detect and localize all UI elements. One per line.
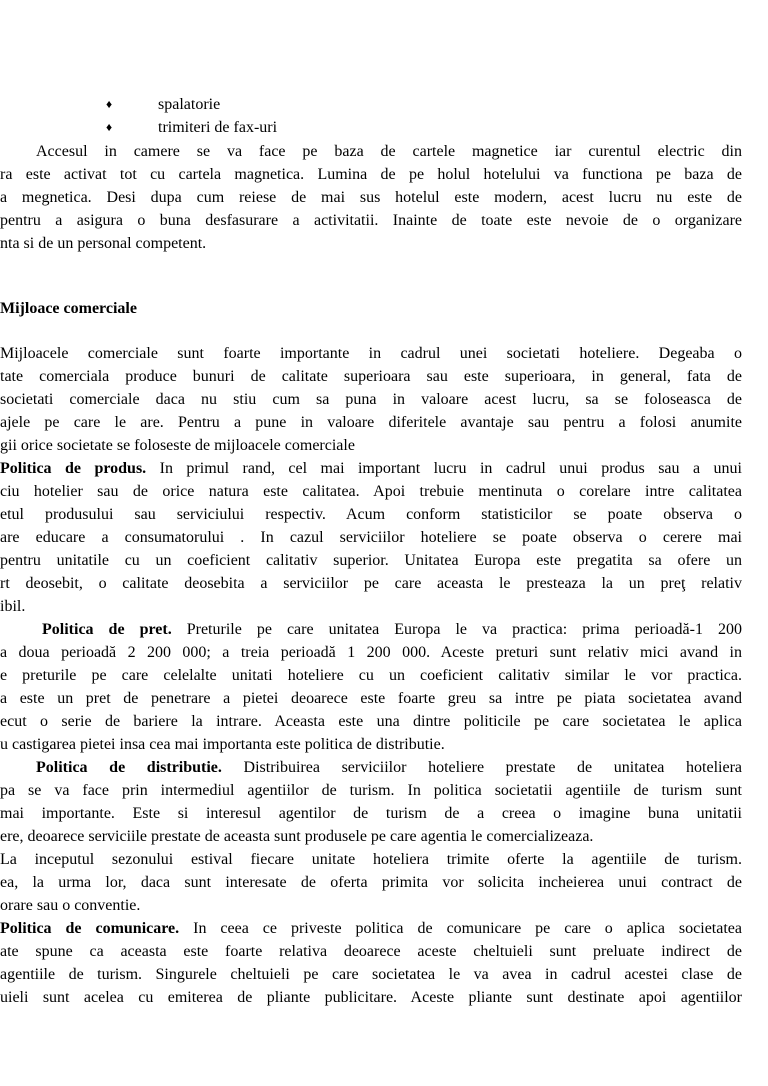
- line-text: La inceputul sezonului estival fiecare unitate hoteliera trimite oferte la agentiile de turism.: [0, 851, 742, 868]
- text-line: [0, 434, 742, 457]
- text-line: [0, 572, 742, 595]
- line-text: agentiile de turism. Singurele cheltuieli pe care societatea le va avea in cadrul acestei clase de: [0, 966, 742, 983]
- bold-heading: Mijloace comerciale: [0, 300, 137, 317]
- text-line: [0, 526, 742, 549]
- line-text: tate comerciala produce bunuri de calitate superioara sau este superioara, in general, fata de: [0, 368, 742, 385]
- line-text: Accesul in camere se va face pe baza de cartele magnetice iar curentul electric din: [36, 143, 742, 160]
- line-text: Mijloacele comerciale sunt foarte importante in cadrul unei societati hoteliere. Degeaba o: [0, 345, 742, 362]
- diamond-bullet-icon: ♦: [106, 97, 113, 111]
- text-line: [0, 917, 742, 940]
- bold-heading: Politica de pret.: [42, 621, 172, 638]
- text-line: [36, 140, 742, 163]
- bold-heading: Politica de distributie.: [36, 759, 222, 776]
- line-text: u castigarea pietei insa cea mai importanta este politica de distributie.: [0, 736, 445, 753]
- line-text: In ceea ce priveste politica de comunicare pe care o aplica societatea: [179, 920, 742, 937]
- line-text: Distribuirea serviciilor hoteliere prestate de unitatea hoteliera: [221, 759, 742, 776]
- line-text: orare sau o conventie.: [0, 897, 141, 914]
- text-line: [0, 411, 742, 434]
- line-text: pentru a asigura o buna desfasurare a activitatii. Inainte de toate este nevoie de o organizare: [0, 212, 742, 229]
- line-text: pa se va face prin intermediul agentiilor de turism. In politica societatii agentiile de turism sunt: [0, 782, 742, 799]
- text-line: [0, 710, 742, 733]
- text-line: [0, 342, 742, 365]
- text-line: [0, 186, 742, 209]
- line-text: ibil.: [0, 598, 26, 615]
- line-text: ra este activat tot cu cartela magnetica. Lumina de pe holul hotelului va functiona pe baza de: [0, 166, 742, 183]
- bold-heading: Politica de comunicare.: [0, 920, 180, 937]
- line-text: ecut o serie de bariere la intrare. Aceasta este una dintre politicile pe care societatea le aplica: [0, 713, 742, 730]
- line-text: ere, deoarece serviciile prestate de aceasta sunt produsele pe care agentia le comercializeaza.: [0, 828, 594, 845]
- text-line: [0, 825, 742, 848]
- text-line: [0, 733, 742, 756]
- line-text: ciu hotelier sau de orice natura este calitatea. Apoi trebuie mentinuta o corelare intre calitatea: [0, 483, 742, 500]
- line-text: pentru unitatile cu un coeficient calitativ superior. Unitatea Europa este pregatita sa ofere un: [0, 552, 742, 569]
- line-text: ajele pe care le are. Pentru a pune in valoare diferitele avantaje sau pentru a folosi anumite: [0, 414, 742, 431]
- line-text: a megnetica. Desi dupa cum reiese de mai sus hotelul este modern, acest lucru nu este de: [0, 189, 742, 206]
- text-line: [36, 756, 742, 779]
- text-line: [0, 848, 742, 871]
- text-line: [0, 802, 742, 825]
- text-line: [0, 687, 742, 710]
- line-text: gii orice societate se foloseste de mijloacele comerciale: [0, 437, 355, 454]
- section-heading: [0, 297, 742, 320]
- list-item: trimiteri de fax-uri: [158, 119, 278, 136]
- line-text: e preturile pe care celelalte unitati hoteliere cu un coeficient calitativ similar le vor practica.: [0, 667, 742, 684]
- text-line: [0, 641, 742, 664]
- text-line: [0, 503, 742, 526]
- text-line: [0, 388, 742, 411]
- bold-heading: Politica de produs.: [0, 460, 147, 477]
- line-text: societati comerciale daca nu stiu cum sa puna in valoare acest lucru, sa se foloseasca de: [0, 391, 742, 408]
- text-line: [0, 894, 742, 917]
- list-item: spalatorie: [158, 96, 221, 113]
- text-line: [42, 618, 742, 641]
- line-text: a doua perioadă 2 200 000; a treia perioadă 1 200 000. Aceste preturi sunt relativ mici avand in: [0, 644, 742, 661]
- line-text: In primul rand, cel mai important lucru in cadrul unui produs sau a unui: [146, 460, 742, 477]
- line-text: uieli sunt acelea cu emiterea de pliante publicitare. Aceste pliante sunt destinate apoi agentiilor: [0, 989, 742, 1006]
- line-text: mai importante. Este si interesul agentilor de turism de a creea o imagine buna unitatii: [0, 805, 742, 822]
- line-text: are educare a consumatorului . In cazul serviciilor hoteliere se poate observa o cerere mai: [0, 529, 742, 546]
- line-text: nta si de un personal competent.: [0, 235, 207, 252]
- line-text: etul produsului sau serviciului respectiv. Acum conform statisticilor se poate observa o: [0, 506, 742, 523]
- text-line: [0, 595, 742, 618]
- text-line: [0, 871, 742, 894]
- text-line: [0, 779, 742, 802]
- text-line: [0, 664, 742, 687]
- line-text: ea, la urma lor, daca sunt interesate de oferta primita vor solicita incheierea unui contract de: [0, 874, 742, 891]
- text-line: [0, 457, 742, 480]
- text-line: [0, 986, 742, 1009]
- text-line: [0, 209, 742, 232]
- line-text: rt deosebit, o calitate deosebita a serviciilor pe care aceasta le presteaza la un preţ relativ: [0, 575, 742, 592]
- text-line: [0, 480, 742, 503]
- text-line: [0, 232, 742, 255]
- text-line: [0, 163, 742, 186]
- line-text: a este un pret de penetrare a pietei deoarece este foarte greu sa intre pe piata societatea avand: [0, 690, 742, 707]
- text-line: [0, 963, 742, 986]
- line-text: Preturile pe care unitatea Europa le va practica: prima perioadă-1 200: [171, 621, 742, 638]
- diamond-bullet-icon: ♦: [106, 120, 113, 134]
- line-text: ate spune ca aceasta este foarte relativa deoarece aceste cheltuieli sunt preluate indirect de: [0, 943, 742, 960]
- text-line: [0, 940, 742, 963]
- text-line: [0, 549, 742, 572]
- text-line: [0, 365, 742, 388]
